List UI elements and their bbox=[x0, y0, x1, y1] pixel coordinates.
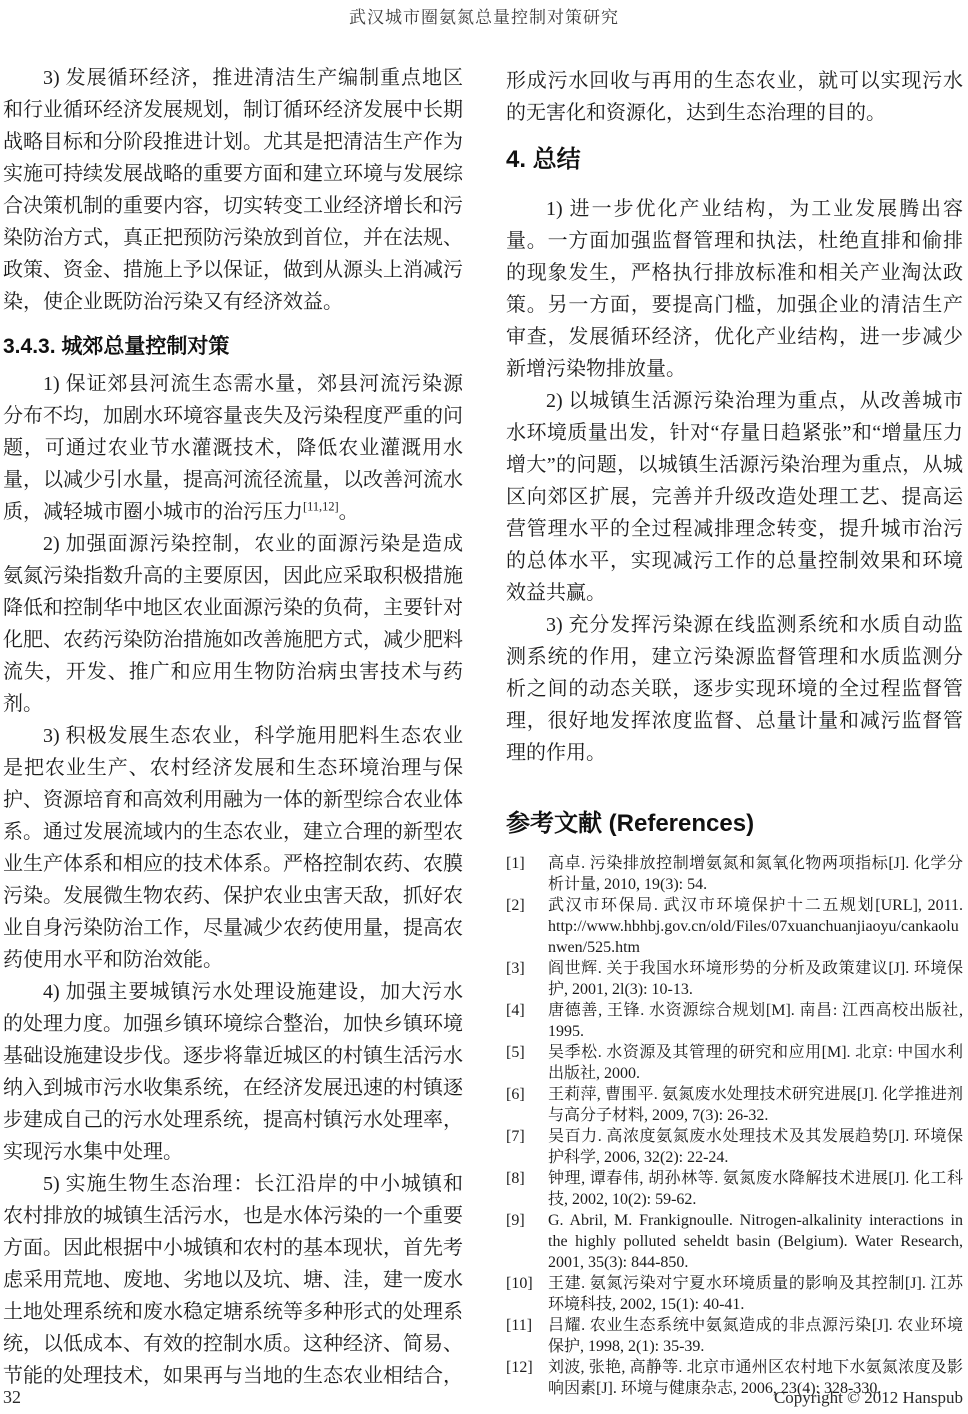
reference-item bbox=[506, 853, 963, 895]
reference-text: 武汉市环保局. 武汉市环境保护十二五规划[URL], 2011. http://www.hbhbj.gov.cn/old/Files/07xuanchuanjiaoyu/cankaolunwen/525.htm bbox=[548, 897, 963, 956]
reference-label: [2] bbox=[506, 897, 525, 914]
reference-item bbox=[506, 895, 963, 958]
body-paragraph: 3) 积极发展生态农业，科学施用肥料生态农业是把农业生产、农村经济发展和生态环境治理与保护、资源培育和高效利用融为一体的新型综合农业体系。通过发展流域内的生态农业，建立合理的新型农业生产体系和相应的技术体系。严格控制农药、农膜污染。发展微生物农药、保护农业虫害天敌，抓好农业自身污染防治工作，尽量减少农药使用量，提高农药使用水平和防治效能。 bbox=[3, 725, 463, 971]
body-paragraph: 4) 加强主要城镇污水处理设施建设，加大污水的处理力度。加强乡镇环境综合整治，加快乡镇环境基础设施建设步伐。逐步将靠近城区的村镇生活污水纳入到城市污水收集系统，在经济发展迅速的村镇逐步建成自己的污水处理系统，提高村镇污水处理率，实现污水集中处理。 bbox=[3, 981, 463, 1163]
reference-label: [7] bbox=[506, 1128, 525, 1145]
reference-item bbox=[506, 1000, 963, 1042]
left-column bbox=[3, 62, 463, 1392]
paragraph-text: 。 bbox=[338, 501, 359, 523]
references-list bbox=[506, 853, 963, 1399]
reference-item bbox=[506, 1084, 963, 1126]
citation-superscript: [11,12] bbox=[303, 499, 339, 514]
reference-item bbox=[506, 1273, 963, 1315]
body-paragraph: 3) 充分发挥污染源在线监测系统和水质自动监测系统的作用，建立污染源监督管理和水质监测分析之间的动态关联，逐步实现环境的全过程监督管理，很好地发挥浓度监督、总量计量和减污监督管理的作用。 bbox=[506, 614, 963, 764]
reference-text: 吕耀. 农业生态系统中氨氮造成的非点源污染[J]. 农业环境保护, 1998, 2(1): 35-39. bbox=[548, 1317, 963, 1355]
references-heading: 参考文献 (References) bbox=[506, 810, 755, 837]
reference-item bbox=[506, 1126, 963, 1168]
reference-label: [1] bbox=[506, 855, 525, 872]
body-paragraph: 1) 进一步优化产业结构，为工业发展腾出容量。一方面加强监督管理和执法，杜绝直排和偷排的现象发生，严格执行排放标准和相关产业淘汰政策。另一方面，要提高门槛，加强企业的清洁生产审查，发展循环经济，优化产业结构，进一步减少新增污染物排放量。 bbox=[506, 198, 963, 380]
reference-label: [12] bbox=[506, 1359, 533, 1376]
body-paragraph: 3) 发展循环经济，推进清洁生产编制重点地区和行业循环经济发展规划，制订循环经济发展中长期战略目标和分阶段推进计划。尤其是把清洁生产作为实施可持续发展战略的重要方面和建立环境与发展综合决策机制的重要内容，切实转变工业经济增长和污染防治方式，真正把预防污染放到首位，并在法规、政策、资金、措施上予以保证，做到从源头上消减污染，使企业既防治污染又有经济效益。 bbox=[3, 67, 463, 313]
running-head-title: 武汉城市圈氨氮总量控制对策研究 bbox=[349, 8, 619, 27]
page-number: 32 bbox=[3, 1387, 21, 1407]
reference-label: [8] bbox=[506, 1170, 525, 1187]
reference-item bbox=[506, 1315, 963, 1357]
reference-text: 高卓. 污染排放控制增氨氮和氮氧化物两项指标[J]. 化学分析计量, 2010, 19(3): 54. bbox=[548, 855, 963, 893]
reference-text: 吴百力. 高浓度氨氮废水处理技术及其发展趋势[J]. 环境保护科学, 2006, 32(2): 22-24. bbox=[548, 1128, 963, 1166]
reference-item bbox=[506, 958, 963, 1000]
reference-label: [9] bbox=[506, 1212, 525, 1229]
right-column bbox=[506, 65, 963, 1399]
reference-label: [10] bbox=[506, 1275, 533, 1292]
reference-text: 王莉萍, 曹围平. 氨氮废水处理技术研究进展[J]. 化学推进剂与高分子材料, 2009, 7(3): 26-32. bbox=[548, 1086, 963, 1124]
body-paragraph: 2) 加强面源污染控制，农业的面源污染是造成氨氮污染指数升高的主要原因，因此应采取积极措施降低和控制华中地区农业面源污染的负荷，主要针对化肥、农药污染防治措施如改善施肥方式，减少肥料流失，开发、推广和应用生物防治病虫害技术与药剂。 bbox=[3, 533, 463, 715]
reference-label: [6] bbox=[506, 1086, 525, 1103]
reference-item bbox=[506, 1210, 963, 1273]
body-paragraph: 2) 以城镇生活源污染治理为重点，从改善城市水环境质量出发，针对“存量日趋紧张”和“增量压力增大”的问题，以城镇生活源污染治理为重点，从城区向郊区扩展，完善并升级改造处理工艺、提高运营管理水平的全过程减排理念转变，提升城市治污的总体水平，实现减污工作的总量控制效果和环境效益共赢。 bbox=[506, 390, 963, 604]
reference-label: [3] bbox=[506, 960, 525, 977]
reference-item bbox=[506, 1042, 963, 1084]
paragraph-text: 1) 保证郊县河流生态需水量，郊县河流污染源分布不均，加剧水环境容量丧失及污染程度严重的问题，可通过农业节水灌溉技术，降低农业灌溉用水量，以减少引水量，提高河流径流量，以改善河流水质，减轻城市圈小城市的治污压力 bbox=[3, 373, 463, 523]
reference-text: G. Abril, M. Frankignoulle. Nitrogen-alkalinity interactions in the highly polluted seheldt basin (Belgium). Water Research, 2001, 35(3): 844-850. bbox=[548, 1212, 963, 1271]
section-heading-343: 3.4.3. 城郊总量控制对策 bbox=[3, 335, 230, 358]
reference-text: 吴季松. 水资源及其管理的研究和应用[M]. 北京: 中国水利出版社, 2000. bbox=[548, 1044, 963, 1082]
reference-label: [11] bbox=[506, 1317, 533, 1334]
reference-text: 阎世辉. 关于我国水环境形势的分析及政策建议[J]. 环境保护, 2001, 2l(3): 10-13. bbox=[548, 960, 963, 998]
body-paragraph bbox=[3, 368, 463, 528]
reference-text: 钟理, 谭春伟, 胡孙林等. 氨氮废水降解技术进展[J]. 化工科技, 2002, 10(2): 59-62. bbox=[548, 1170, 963, 1208]
body-paragraph: 形成污水回收与再用的生态农业，就可以实现污水的无害化和资源化，达到生态治理的目的。 bbox=[506, 70, 963, 124]
reference-label: [4] bbox=[506, 1002, 525, 1019]
reference-text: 刘波, 张艳, 高静等. 北京市通州区农村地下水氨氮浓度及影响因素[J]. 环境与健康杂志, 2006, 23(4): 328-330. bbox=[548, 1359, 963, 1397]
body-paragraph: 5) 实施生物生态治理：长江沿岸的中小城镇和农村排放的城镇生活污水，也是水体污染的一个重要方面。因此根据中小城镇和农村的基本现状，首先考虑采用荒地、废地、劣地以及坑、塘、洼，建一废水土地处理系统和废水稳定塘系统等多种形式的处理系统，以低成本、有效的控制水质。这种经济、简易、节能的处理技术，如果再与当地的生态农业相结合， bbox=[3, 1173, 463, 1387]
reference-text: 唐德善, 王锋. 水资源综合规划[M]. 南昌: 江西高校出版社, 1995. bbox=[548, 1002, 963, 1040]
reference-item bbox=[506, 1168, 963, 1210]
copyright-notice: Copyright © 2012 Hanspub bbox=[773, 1388, 963, 1407]
reference-label: [5] bbox=[506, 1044, 525, 1061]
section-heading-summary: 4. 总结 bbox=[506, 146, 581, 173]
reference-text: 王建. 氨氮污染对宁夏水环境质量的影响及其控制[J]. 江苏环境科技, 2002, 15(1): 40-41. bbox=[548, 1275, 963, 1313]
